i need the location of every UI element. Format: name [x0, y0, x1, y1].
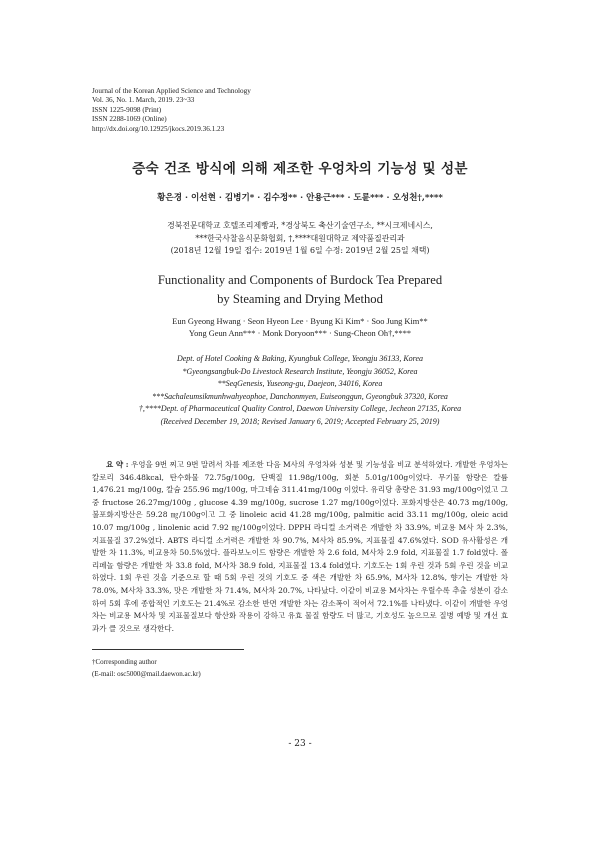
english-title-line: by Steaming and Drying Method	[217, 291, 383, 306]
english-affiliation-line: **SeqGenesis, Yuseong-gu, Daejeon, 34016, Korea	[217, 379, 383, 388]
abstract	[92, 459, 508, 635]
page-number: - 23 -	[288, 739, 312, 749]
english-title-line: Functionality and Components of Burdock Tea Prepared	[157, 273, 443, 287]
korean-affiliation-line: ***한국사찰음식문화협회, †,****대원대학교 제약품질관리과	[195, 233, 405, 243]
korean-dates: (2018년 12월 19일 접수: 2019년 1월 6일 수정: 2019년 2월 25일 채택)	[170, 246, 430, 256]
journal-doi-link[interactable]: http://dx.doi.org/10.12925/jkocs.2019.36.1.23	[92, 124, 225, 133]
footnote	[92, 656, 201, 680]
journal-issn-print: ISSN 1225-9098 (Print)	[92, 105, 162, 114]
english-affiliation-line: †,****Dept. of Pharmaceutical Quality Control, Daewon University College, Jecheon 27135, Korea	[138, 404, 462, 413]
corresponding-author-email[interactable]: (E-mail: osc5000@mail.daewon.ac.kr)	[92, 670, 201, 678]
english-authors-line: Eun Gyeong Hwang · Seon Hyeon Lee · Byung Ki Kim* · Soo Jung Kim**	[172, 317, 428, 326]
korean-title: 증숙 건조 방식에 의해 제조한 우엉차의 기능성 및 성분	[132, 161, 468, 177]
english-authors-line: Yong Geun Ann*** · Monk Doryoon*** · Sung-Cheon Oh†,****	[188, 329, 412, 339]
english-affiliation-line: ***Sachaleumsikmunhwahyeophoe, Danchonmyen, Euiseonggun, Gyeongbuk 37320, Korea	[152, 391, 448, 401]
korean-affiliation-line: 경북전문대학교 호텔조리제빵과, *경상북도 축산기술연구소, **시크제네시스,	[167, 221, 433, 230]
english-authors	[0, 316, 600, 341]
english-affiliations	[0, 353, 600, 428]
abstract-text: 우엉을 9번 찌고 9번 말려서 차를 제조한 다음 M사의 우엉차와 성분 및 기능성을 비교 분석하였다. 개발한 우엉차는 칼로리 346.48kcal, 탄수화물 72.75g/100g, 단백질 11.98g/100g, 회분 5.01g/100g이었다. 무기물 함량은 칼륨 1,476.21 mg/100g, 칼슘 255.96 mg/100g, 마그네슘 311.41mg/100g 이었다. 유리당 총량은 31.93 mg/100g이었고 그중 fructose 26.27mg/100g , glucose 4.39 mg/100g, sucrose 1.27 mg/100g이었다. 포화지방산은 40.73 mg/100g, 불포화지방산은 59.28 ㎎/100g이고 그 중 linoleic acid 41.28 mg/100g, palmitic acid 33.11 mg/100g, oleic acid 10.07 mg/100g , linolenic acid 7.92 ㎎/100g이었다. DPPH 라디컬 소거력은 개발한 차 33.9%, 비교용 M사 차 2.3%, 지표물질 37.2%였다. ABTS 라디컬 소거력은 개발한 차 90.7%, M사차 85.9%, 지표물질 47.6%였다. SOD 유사활성은 개발한 차 11.3%, 비교용차 50.5%였다. 플라보노이드 함량은 개발한 차 2.6 fold, M사차 2.9 fold, 지표물질 1.7 fold였다. 폴리페놀 함량은 개발한 차 33.8 fold, M사차 38.9 fold, 지표물질 13.4 fold였다. 기호도는 1회 우린 것과 5회 우린 것을 비교하였다. 1회 우린 것을 기준으로 할 때 5회 우린 것의 기호도 중 색은 개발한 차 65.9%, M사차 12.8%, 향기는 개발한 차 78.0%, M사차 33.3%, 맛은 개발한 차 71.4%, M사차 20.7%, 나타났다. 이같이 비교용 M사차는 우릴수록 추출 성분이 감소하여 5회 후에 종합적인 기호도는 21.4%로 감소한 반면 개발한 차는 감소폭이 적어서 72.1%를 나타냈다. 이같이 개발한 우엉차는 비교용 M사차 및 지표물질보다 항산화 작용이 강하고 유효 물질 함량도 더 많고, 기호성도 높으므로 질병 예방 및 개선 효과가 클 것으로 생각한다.	[92, 460, 508, 633]
korean-authors: 황은경 · 이선현 · 김병기* · 김수정** · 안용근*** · 도륜*** · 오성천†,****	[157, 193, 443, 203]
journal-issn-online: ISSN 2288-1069 (Online)	[92, 115, 167, 124]
footnote-divider	[92, 649, 244, 650]
english-affiliation-line: *Gyeongsangbuk-Do Livestock Research Institute, Yeongju 36052, Korea	[182, 366, 418, 376]
english-affiliation-line: Dept. of Hotel Cooking & Baking, Kyungbuk College, Yeongju 36133, Korea	[176, 354, 424, 363]
journal-info	[92, 87, 251, 134]
abstract-label: 요 약 :	[106, 460, 129, 469]
korean-affiliations	[0, 220, 600, 258]
journal-volume: Vol. 36, No. 1. March, 2019. 23~33	[92, 96, 195, 105]
journal-name: Journal of the Korean Applied Science and Technology	[92, 87, 251, 95]
corresponding-author-label: †Corresponding author	[92, 658, 157, 666]
english-dates: (Received December 19, 2018; Revised January 6, 2019; Accepted February 25, 2019)	[160, 416, 440, 426]
abstract-paragraph	[92, 459, 508, 635]
english-title	[0, 271, 600, 308]
